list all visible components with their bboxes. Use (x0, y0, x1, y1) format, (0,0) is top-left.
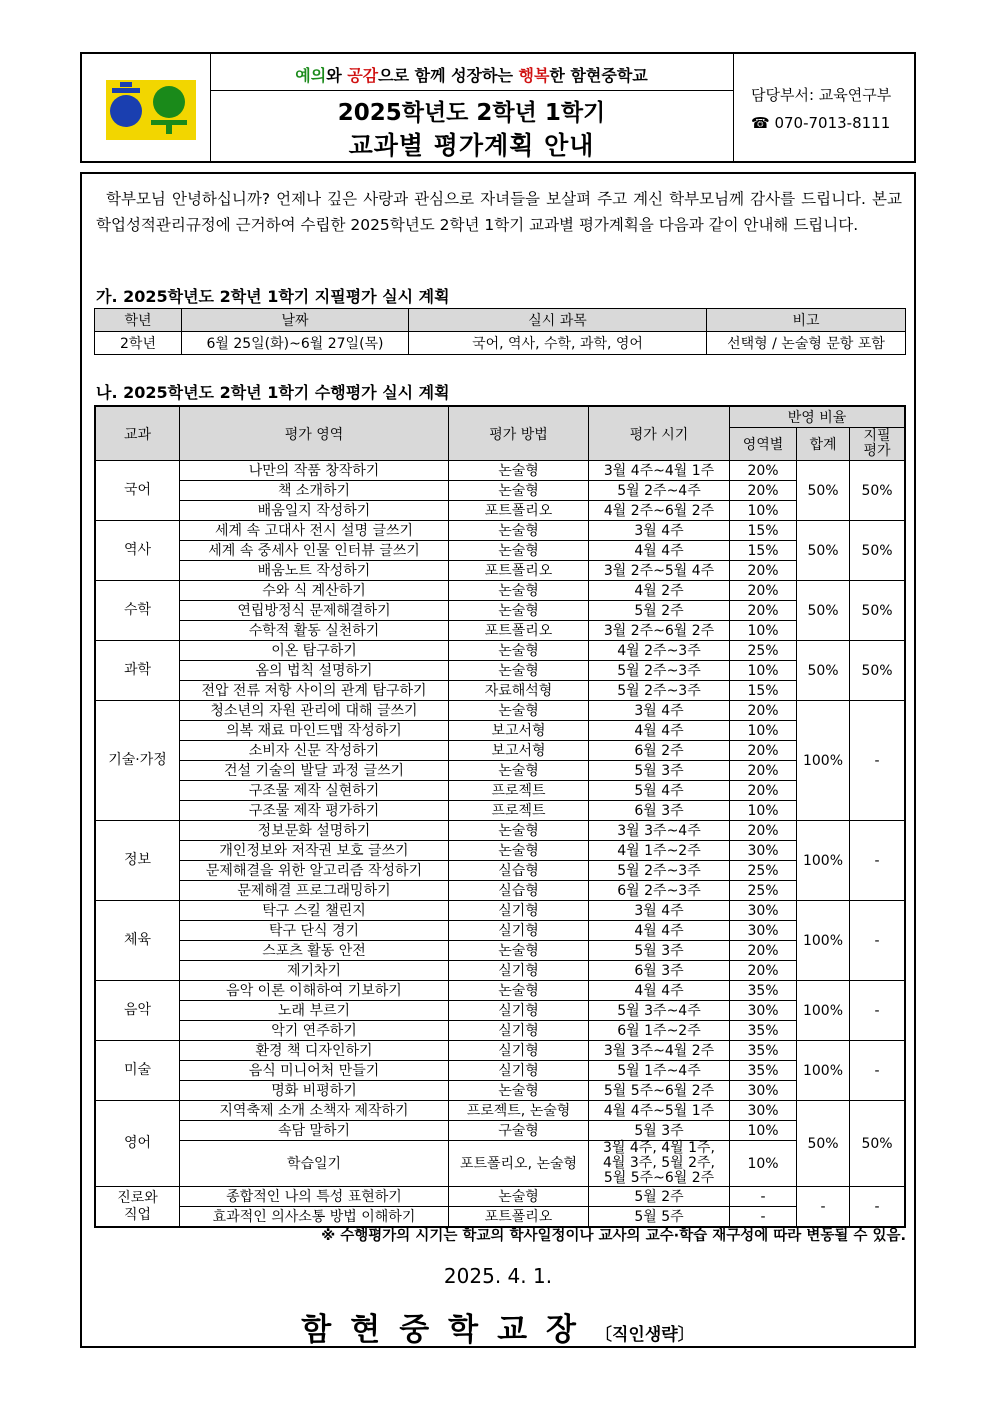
cell-area: 악기 연주하기 (180, 1021, 449, 1041)
cell-time: 3월 4주~4월 1주 (589, 461, 730, 481)
footnote: ※ 수행평가의 시기는 학교의 학사일정이나 교사의 교수·학습 재구성에 따라 변동될 수 있음. (321, 1228, 906, 1244)
cell-time: 5월 3주 (589, 1121, 730, 1141)
cell-method: 실기형 (449, 1061, 589, 1081)
cell-area: 구조물 제작 실현하기 (180, 781, 449, 801)
cell-written: 50% (850, 461, 906, 521)
cell-area: 정보문화 설명하기 (180, 821, 449, 841)
intro-paragraph: 학부모님 안녕하십니까? 언제나 깊은 사랑과 관심으로 자녀들을 보살펴 주고 계신 학부모님께 감사를 드립니다. 본교 학업성적관리규정에 근거하여 수립한 2025학년도 2학년 1학기 교과별 평가계획을 다음과 같이 안내해 드립니다. (96, 190, 902, 234)
table-row (95, 481, 905, 501)
document-date: 2025. 4. 1. (443, 1264, 553, 1288)
col-time: 평가 시기 (589, 406, 730, 461)
cell-area-ratio: 10% (730, 661, 797, 681)
cell-subject: 과학 (95, 641, 180, 701)
table-row (95, 661, 905, 681)
cell-area: 청소년의 자원 관리에 대해 글쓰기 (180, 701, 449, 721)
cell-area-ratio: 20% (730, 941, 797, 961)
cell-time: 3월 3주~4주 (589, 821, 730, 841)
cell-method: 포트폴리오 (449, 1207, 589, 1228)
cell-time: 5월 2주~3주 (589, 661, 730, 681)
col-remark: 비고 (707, 309, 906, 332)
cell-area: 세계 속 중세사 인물 인터뷰 글쓰기 (180, 541, 449, 561)
table-row (95, 821, 905, 841)
department: 담당부서: 교육연구부 (751, 86, 892, 104)
cell-method: 실기형 (449, 1041, 589, 1061)
cell-method: 실기형 (449, 921, 589, 941)
cell-sum: - (797, 1187, 850, 1228)
cell-written: - (850, 1041, 906, 1101)
col-method: 평가 방법 (449, 406, 589, 461)
table-row (95, 941, 905, 961)
cell-method: 보고서형 (449, 741, 589, 761)
cell-sum: 100% (797, 901, 850, 981)
cell-area-ratio: 20% (730, 741, 797, 761)
cell-subject: 진로와 직업 (95, 1187, 180, 1228)
cell-area: 환경 책 디자인하기 (180, 1041, 449, 1061)
cell-method: 실기형 (449, 1021, 589, 1041)
cell-written: - (850, 1187, 906, 1228)
cell-method: 실기형 (449, 1001, 589, 1021)
cell-subject: 수학 (95, 581, 180, 641)
cell-area: 연립방정식 문제해결하기 (180, 601, 449, 621)
table-row (95, 861, 905, 881)
cell-area-ratio: 10% (730, 801, 797, 821)
cell-area: 종합적인 나의 특성 표현하기 (180, 1187, 449, 1207)
cell-time: 5월 2주 (589, 1187, 730, 1207)
cell-sum: 50% (797, 461, 850, 521)
cell-written: 50% (850, 521, 906, 581)
cell-area: 개인정보와 저작권 보호 글쓰기 (180, 841, 449, 861)
cell-time: 4월 4주 (589, 541, 730, 561)
cell-method: 논술형 (449, 581, 589, 601)
cell-area: 제기차기 (180, 961, 449, 981)
cell-area: 노래 부르기 (180, 1001, 449, 1021)
cell-method: 구술형 (449, 1121, 589, 1141)
table-row (95, 781, 905, 801)
cell-area: 학습일기 (180, 1141, 449, 1187)
cell-sum: 50% (797, 641, 850, 701)
cell-method: 논술형 (449, 701, 589, 721)
cell-area: 효과적인 의사소통 방법 이해하기 (180, 1207, 449, 1228)
cell-time: 3월 4주 (589, 521, 730, 541)
table-row (95, 1101, 905, 1121)
cell-grade: 2학년 (95, 332, 182, 355)
written-exam-table (94, 308, 906, 355)
col-grade: 학년 (95, 309, 182, 332)
cell-written: 50% (850, 641, 906, 701)
cell-method: 포트폴리오, 논술형 (449, 1141, 589, 1187)
table-row (95, 461, 905, 481)
cell-area: 속담 말하기 (180, 1121, 449, 1141)
cell-area: 수학적 활동 실천하기 (180, 621, 449, 641)
cell-written: 50% (850, 1101, 906, 1187)
cell-time: 4월 1주~2주 (589, 841, 730, 861)
school-slogan: 예의와 공감으로 함께 성장하는 행복한 함현중학교 (210, 62, 733, 91)
table-row (95, 1061, 905, 1081)
cell-method: 자료해석형 (449, 681, 589, 701)
cell-method: 보고서형 (449, 721, 589, 741)
cell-subject: 체육 (95, 901, 180, 981)
cell-area-ratio: 15% (730, 521, 797, 541)
col-sum: 합계 (797, 428, 850, 461)
cell-area-ratio: 20% (730, 701, 797, 721)
table-row (95, 541, 905, 561)
cell-area-ratio: 35% (730, 1021, 797, 1041)
cell-time: 6월 3주 (589, 801, 730, 821)
table-row (95, 521, 905, 541)
cell-area-ratio: 30% (730, 841, 797, 861)
cell-method: 논술형 (449, 821, 589, 841)
cell-written: - (850, 821, 906, 901)
cell-method: 실습형 (449, 861, 589, 881)
document-title-line1: 2025학년도 2학년 1학기 (337, 100, 606, 126)
seal-note: 〔직인생략〕 (594, 1325, 695, 1345)
cell-subject: 기술·가정 (95, 701, 180, 821)
col-area: 평가 영역 (180, 406, 449, 461)
cell-time: 3월 3주~4월 2주 (589, 1041, 730, 1061)
table-row (95, 961, 905, 981)
cell-subjects: 국어, 역사, 수학, 과학, 영어 (409, 332, 707, 355)
col-subjects: 실시 과목 (409, 309, 707, 332)
cell-area: 수와 식 계산하기 (180, 581, 449, 601)
phone-number: ☎ 070-7013-8111 (751, 114, 891, 132)
cell-area-ratio: 35% (730, 1041, 797, 1061)
cell-method: 실습형 (449, 881, 589, 901)
table-row (95, 1021, 905, 1041)
cell-area: 구조물 제작 평가하기 (180, 801, 449, 821)
school-logo-icon (82, 54, 210, 161)
cell-area-ratio: 10% (730, 621, 797, 641)
cell-method: 논술형 (449, 541, 589, 561)
cell-area: 음식 미니어처 만들기 (180, 1061, 449, 1081)
school-logo (82, 54, 211, 161)
principal-name: 함현중학교장 (301, 1312, 595, 1348)
cell-sum: 100% (797, 981, 850, 1041)
table-row (95, 561, 905, 581)
cell-time: 5월 1주~4주 (589, 1061, 730, 1081)
cell-area-ratio: 30% (730, 901, 797, 921)
cell-time: 5월 4주 (589, 781, 730, 801)
cell-area: 소비자 신문 작성하기 (180, 741, 449, 761)
cell-time: 5월 2주~4주 (589, 481, 730, 501)
cell-method: 논술형 (449, 601, 589, 621)
body-box (80, 172, 916, 1348)
cell-written: - (850, 981, 906, 1041)
cell-date: 6월 25일(화)~6월 27일(목) (182, 332, 409, 355)
cell-method: 논술형 (449, 641, 589, 661)
principal-signature (82, 1304, 914, 1349)
table-row (95, 741, 905, 761)
cell-time: 6월 2주 (589, 741, 730, 761)
cell-area-ratio: 10% (730, 1141, 797, 1187)
table-row (95, 901, 905, 921)
cell-area-ratio: - (730, 1187, 797, 1207)
cell-area: 스포츠 활동 안전 (180, 941, 449, 961)
cell-area: 배움일지 작성하기 (180, 501, 449, 521)
table-row (95, 921, 905, 941)
table-row (95, 1041, 905, 1061)
cell-area: 문제해결 프로그래밍하기 (180, 881, 449, 901)
cell-area: 배움노트 작성하기 (180, 561, 449, 581)
title-cell (210, 54, 734, 161)
cell-subject: 정보 (95, 821, 180, 901)
table-row (95, 621, 905, 641)
dept-cell (733, 54, 914, 161)
cell-time: 4월 4주 (589, 921, 730, 941)
cell-area-ratio: 25% (730, 641, 797, 661)
cell-area-ratio: 20% (730, 581, 797, 601)
cell-area: 지역축제 소개 소책자 제작하기 (180, 1101, 449, 1121)
cell-time: 5월 3주 (589, 761, 730, 781)
cell-time: 5월 2주 (589, 601, 730, 621)
cell-method: 포트폴리오 (449, 561, 589, 581)
header-box (80, 52, 916, 163)
cell-method: 논술형 (449, 1081, 589, 1101)
table-row (95, 501, 905, 521)
cell-sum: 100% (797, 821, 850, 901)
cell-area: 세계 속 고대사 전시 설명 글쓰기 (180, 521, 449, 541)
cell-area: 문제해결을 위한 알고리즘 작성하기 (180, 861, 449, 881)
cell-area-ratio: 20% (730, 561, 797, 581)
cell-time: 3월 4주, 4월 1주, 4월 3주, 5월 2주, 5월 5주~6월 2주 (589, 1141, 730, 1187)
table-row (95, 841, 905, 861)
table-row (95, 721, 905, 741)
cell-area-ratio: 15% (730, 541, 797, 561)
cell-area-ratio: 20% (730, 461, 797, 481)
cell-area-ratio: 20% (730, 761, 797, 781)
cell-area: 옴의 법칙 설명하기 (180, 661, 449, 681)
cell-area-ratio: 30% (730, 1081, 797, 1101)
col-date: 날짜 (182, 309, 409, 332)
cell-area-ratio: 10% (730, 721, 797, 741)
table-row (95, 1081, 905, 1101)
cell-subject: 음악 (95, 981, 180, 1041)
cell-area: 건설 기술의 발달 과정 글쓰기 (180, 761, 449, 781)
cell-area-ratio: 30% (730, 921, 797, 941)
cell-area-ratio: 25% (730, 861, 797, 881)
cell-area-ratio: - (730, 1207, 797, 1228)
cell-area: 탁구 단식 경기 (180, 921, 449, 941)
cell-method: 논술형 (449, 761, 589, 781)
col-written: 지필 평가 (850, 428, 906, 461)
cell-subject: 국어 (95, 461, 180, 521)
cell-method: 논술형 (449, 521, 589, 541)
cell-area: 탁구 스킬 챌린지 (180, 901, 449, 921)
cell-written: - (850, 901, 906, 981)
cell-area-ratio: 35% (730, 1061, 797, 1081)
col-subject: 교과 (95, 406, 180, 461)
cell-sum: 100% (797, 1041, 850, 1101)
cell-time: 4월 4주~5월 1주 (589, 1101, 730, 1121)
cell-area-ratio: 35% (730, 981, 797, 1001)
cell-time: 3월 4주 (589, 701, 730, 721)
document-title-line2: 교과별 평가계획 안내 (348, 131, 595, 160)
cell-area: 이온 탐구하기 (180, 641, 449, 661)
cell-time: 5월 2주~3주 (589, 681, 730, 701)
table-row (95, 601, 905, 621)
col-ratio: 반영 비율 (730, 406, 906, 428)
table-row (95, 761, 905, 781)
cell-area-ratio: 30% (730, 1101, 797, 1121)
performance-table-body (95, 461, 905, 1228)
cell-method: 실기형 (449, 961, 589, 981)
cell-method: 프로젝트 (449, 801, 589, 821)
cell-subject: 미술 (95, 1041, 180, 1101)
cell-area-ratio: 20% (730, 601, 797, 621)
cell-time: 3월 4주 (589, 901, 730, 921)
cell-method: 논술형 (449, 1187, 589, 1207)
cell-area-ratio: 20% (730, 781, 797, 801)
cell-time: 5월 3주~4주 (589, 1001, 730, 1021)
cell-time: 5월 5주 (589, 1207, 730, 1228)
table-row (95, 1187, 905, 1207)
table-row (95, 801, 905, 821)
cell-time: 5월 2주~3주 (589, 861, 730, 881)
cell-area: 음악 이론 이해하여 기보하기 (180, 981, 449, 1001)
cell-method: 포트폴리오 (449, 501, 589, 521)
cell-subject: 영어 (95, 1101, 180, 1187)
cell-time: 4월 2주~3주 (589, 641, 730, 661)
cell-area-ratio: 10% (730, 501, 797, 521)
cell-written: 50% (850, 581, 906, 641)
cell-area: 명화 비평하기 (180, 1081, 449, 1101)
cell-area: 전압 전류 저항 사이의 관계 탐구하기 (180, 681, 449, 701)
table-row (95, 1121, 905, 1141)
section-b-title: 나. 2025학년도 2학년 1학기 수행평가 실시 계획 (96, 383, 450, 402)
cell-written: - (850, 701, 906, 821)
cell-method: 실기형 (449, 901, 589, 921)
cell-time: 4월 4주 (589, 981, 730, 1001)
cell-time: 4월 2주~6월 2주 (589, 501, 730, 521)
cell-area-ratio: 20% (730, 961, 797, 981)
cell-time: 5월 3주 (589, 941, 730, 961)
cell-time: 3월 2주~6월 2주 (589, 621, 730, 641)
col-area-ratio: 영역별 (730, 428, 797, 461)
cell-method: 프로젝트 (449, 781, 589, 801)
cell-method: 논술형 (449, 941, 589, 961)
table-row (95, 641, 905, 661)
cell-area-ratio: 30% (730, 1001, 797, 1021)
cell-area-ratio: 20% (730, 481, 797, 501)
cell-area: 책 소개하기 (180, 481, 449, 501)
cell-time: 4월 4주 (589, 721, 730, 741)
cell-time: 3월 2주~5월 4주 (589, 561, 730, 581)
cell-method: 논술형 (449, 461, 589, 481)
table-row (95, 332, 906, 355)
cell-time: 6월 1주~2주 (589, 1021, 730, 1041)
cell-method: 논술형 (449, 481, 589, 501)
cell-area-ratio: 10% (730, 1121, 797, 1141)
table-row (95, 1001, 905, 1021)
performance-assessment-table (94, 405, 906, 1228)
table-row (95, 581, 905, 601)
cell-area: 나만의 작품 창작하기 (180, 461, 449, 481)
cell-area-ratio: 25% (730, 881, 797, 901)
table-row (95, 981, 905, 1001)
cell-subject: 역사 (95, 521, 180, 581)
cell-area-ratio: 20% (730, 821, 797, 841)
cell-time: 4월 2주 (589, 581, 730, 601)
cell-method: 논술형 (449, 841, 589, 861)
table-row (95, 701, 905, 721)
cell-time: 6월 2주~3주 (589, 881, 730, 901)
cell-sum: 50% (797, 521, 850, 581)
cell-time: 5월 5주~6월 2주 (589, 1081, 730, 1101)
section-a-title: 가. 2025학년도 2학년 1학기 지필평가 실시 계획 (96, 287, 450, 306)
table-row (95, 1141, 905, 1187)
cell-method: 포트폴리오 (449, 621, 589, 641)
cell-sum: 100% (797, 701, 850, 821)
cell-sum: 50% (797, 581, 850, 641)
table-row (95, 681, 905, 701)
cell-time: 6월 3주 (589, 961, 730, 981)
cell-sum: 50% (797, 1101, 850, 1187)
cell-area: 의복 재료 마인드맵 작성하기 (180, 721, 449, 741)
cell-area-ratio: 15% (730, 681, 797, 701)
cell-remark: 선택형 / 논술형 문항 포함 (707, 332, 906, 355)
table-row (95, 881, 905, 901)
cell-method: 논술형 (449, 981, 589, 1001)
cell-method: 논술형 (449, 661, 589, 681)
cell-method: 프로젝트, 논술형 (449, 1101, 589, 1121)
